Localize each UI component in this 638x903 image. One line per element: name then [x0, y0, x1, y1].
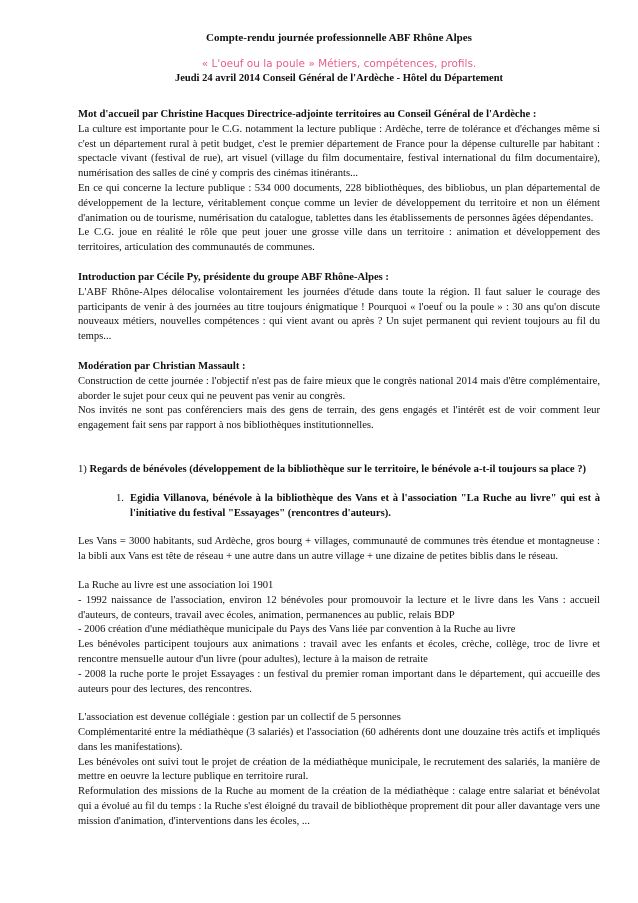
- accueil-heading: Mot d'accueil par Christine Hacques Directrice-adjointe territoires au Conseil Général de l'Ardèche :: [78, 109, 537, 120]
- accueil-paragraph-2: En ce qui concerne la lecture publique : 534 000 documents, 228 bibliothèques, des bibliobus, un plan départemental de développement de la lecture, véritablement conçue comme un levier de développement du territoire et non un élément d'animation ou de tourisme, numérisation du catalogue, tablettes dans les établissements de personnes âgées dépendantes.: [78, 182, 600, 224]
- spacer: [78, 697, 600, 711]
- section-1-title: Regards de bénévoles (développement de la bibliothèque sur le territoire, le bénévole a-t-il toujours sa place ?): [89, 463, 587, 475]
- section-moderation: [78, 360, 600, 434]
- spacer: [78, 521, 600, 535]
- spacer: [78, 478, 600, 492]
- moderation-heading: Modération par Christian Massault :: [78, 360, 246, 372]
- collegiale-line: Reformulation des missions de la Ruche au moment de la création de la médiathèque : calage entre salariat et bénévolat qui a évolué au fil du temps : la Ruche s'est éloigné du travail de bibliothèque proprement dit pour aller davantage vers une mission d'animation, d'interventions dans les écoles, ...: [78, 786, 600, 827]
- section-1-heading: [78, 463, 600, 478]
- accueil-paragraph-3: Le C.G. joue en réalité le rôle que peut jouer une grosse ville dans un territoire : animation et développement des territoires, articulation des communautés de communes.: [78, 227, 600, 254]
- section-introduction: [78, 271, 600, 345]
- event-date-location: Jeudi 24 avril 2014 Conseil Général de l'Ardèche - Hôtel du Département: [174, 73, 504, 84]
- ruche-line: Les bénévoles participent toujours aux animations : travail avec les enfants et écoles, crèche, collège, troc de livre et rencontre mensuelle autour d'un livre (pour adultes), lecture à la maison de retraite: [78, 639, 600, 665]
- numbered-item-text: Egidia Villanova, bénévole à la bibliothèque des Vans et à l'association "La Ruche au livre" qui est à l'initiative du festival "Essayages" (rencontres d'auteurs).: [130, 492, 600, 519]
- introduction-paragraph: L'ABF Rhône-Alpes délocalise volontairement les journées d'étude dans toute la région. Il faut saluer le courage des participants de venir à des journées au titre toujours énigmatique ! Pourquoi « l'oeuf ou la poule » : 30 ans qu'on discute nouveaux métiers, nouvelles compétences : qui vient avant ou après ? Un sujet permanent qui revient toujours au fil du temps...: [78, 286, 600, 343]
- moderation-paragraph-1: Construction de cette journée : l'objectif n'est pas de faire mieux que le congrès national 2014 mais d'être complémentaire, aborder le sujet pour ceux qui ne peuvent pas venir au congrès.: [78, 375, 600, 402]
- event-subtitle: « L'oeuf ou la poule » Métiers, compétences, profils.: [201, 58, 477, 70]
- collegiale-line: L'association est devenue collégiale : gestion par un collectif de 5 personnes: [78, 712, 401, 724]
- moderation-paragraph-2: Nos invités ne sont pas conférenciers mais des gens de terrain, des gens engagés et l'intérêt est de voir comment leur engagement fait sens par rapport à nos bibliothèques institutionnelles.: [78, 405, 600, 432]
- spacer: [78, 565, 600, 579]
- numbered-item-1: [116, 492, 600, 522]
- introduction-heading: Introduction par Cécile Py, présidente du groupe ABF Rhône-Alpes :: [78, 271, 389, 283]
- accueil-paragraph-1: La culture est importante pour le C.G. notamment la lecture publique : Ardèche, terre de tolérance et d'échanges même si c'est un département rural à petit budget, c'est le premier département de France pour la dépense culturelle par habitant : spectacle vivant (festival de rue), art visuel (village du film documentaire, festival international du film documentaire), numérisation des salles de ciné y compris des cinémas itinérants...: [78, 123, 600, 180]
- collegiale-line: Complémentarité entre la médiathèque (3 salariés) et l'association (60 adhérents dont une douzaine très actifs et impliqués dans les manifestations).: [78, 727, 600, 753]
- ruche-line: - 2008 la ruche porte le projet Essayages : un festival du premier roman important dans le département, qui accueille des auteurs pour des lectures, des rencontres.: [78, 668, 600, 695]
- section-1: [78, 463, 600, 830]
- ruche-line: - 2006 création d'une médiathèque municipale du Pays des Vans liée par convention à la Ruche au livre: [78, 624, 516, 636]
- numbered-item-number: 1.: [116, 492, 124, 504]
- ruche-line: La Ruche au livre est une association loi 1901: [78, 579, 274, 591]
- section-1-number: 1): [78, 463, 87, 475]
- section-accueil: [78, 108, 600, 256]
- collegiale-line: Les bénévoles ont suivi tout le projet de création de la médiathèque municipale, le recrutement des salariés, la manière de mettre en oeuvre la lecture publique en territoire rural.: [78, 756, 600, 783]
- document-title: Compte-rendu journée professionnelle ABF Rhône Alpes: [206, 32, 472, 44]
- vans-paragraph: Les Vans = 3000 habitants, sud Ardèche, gros bourg + villages, communauté de communes très étendue et montagneuse : la bibli aux Vans est tête de réseau + une autre dans un autre village + une dizaine de petites biblis dans le réseau.: [78, 536, 600, 563]
- ruche-line: - 1992 naissance de l'association, environ 12 bénévoles pour promouvoir la lecture et le livre dans les Vans : accueil d'auteurs, de conteurs, travail avec écoles, animation, permanences au public, relais BDP: [78, 594, 600, 621]
